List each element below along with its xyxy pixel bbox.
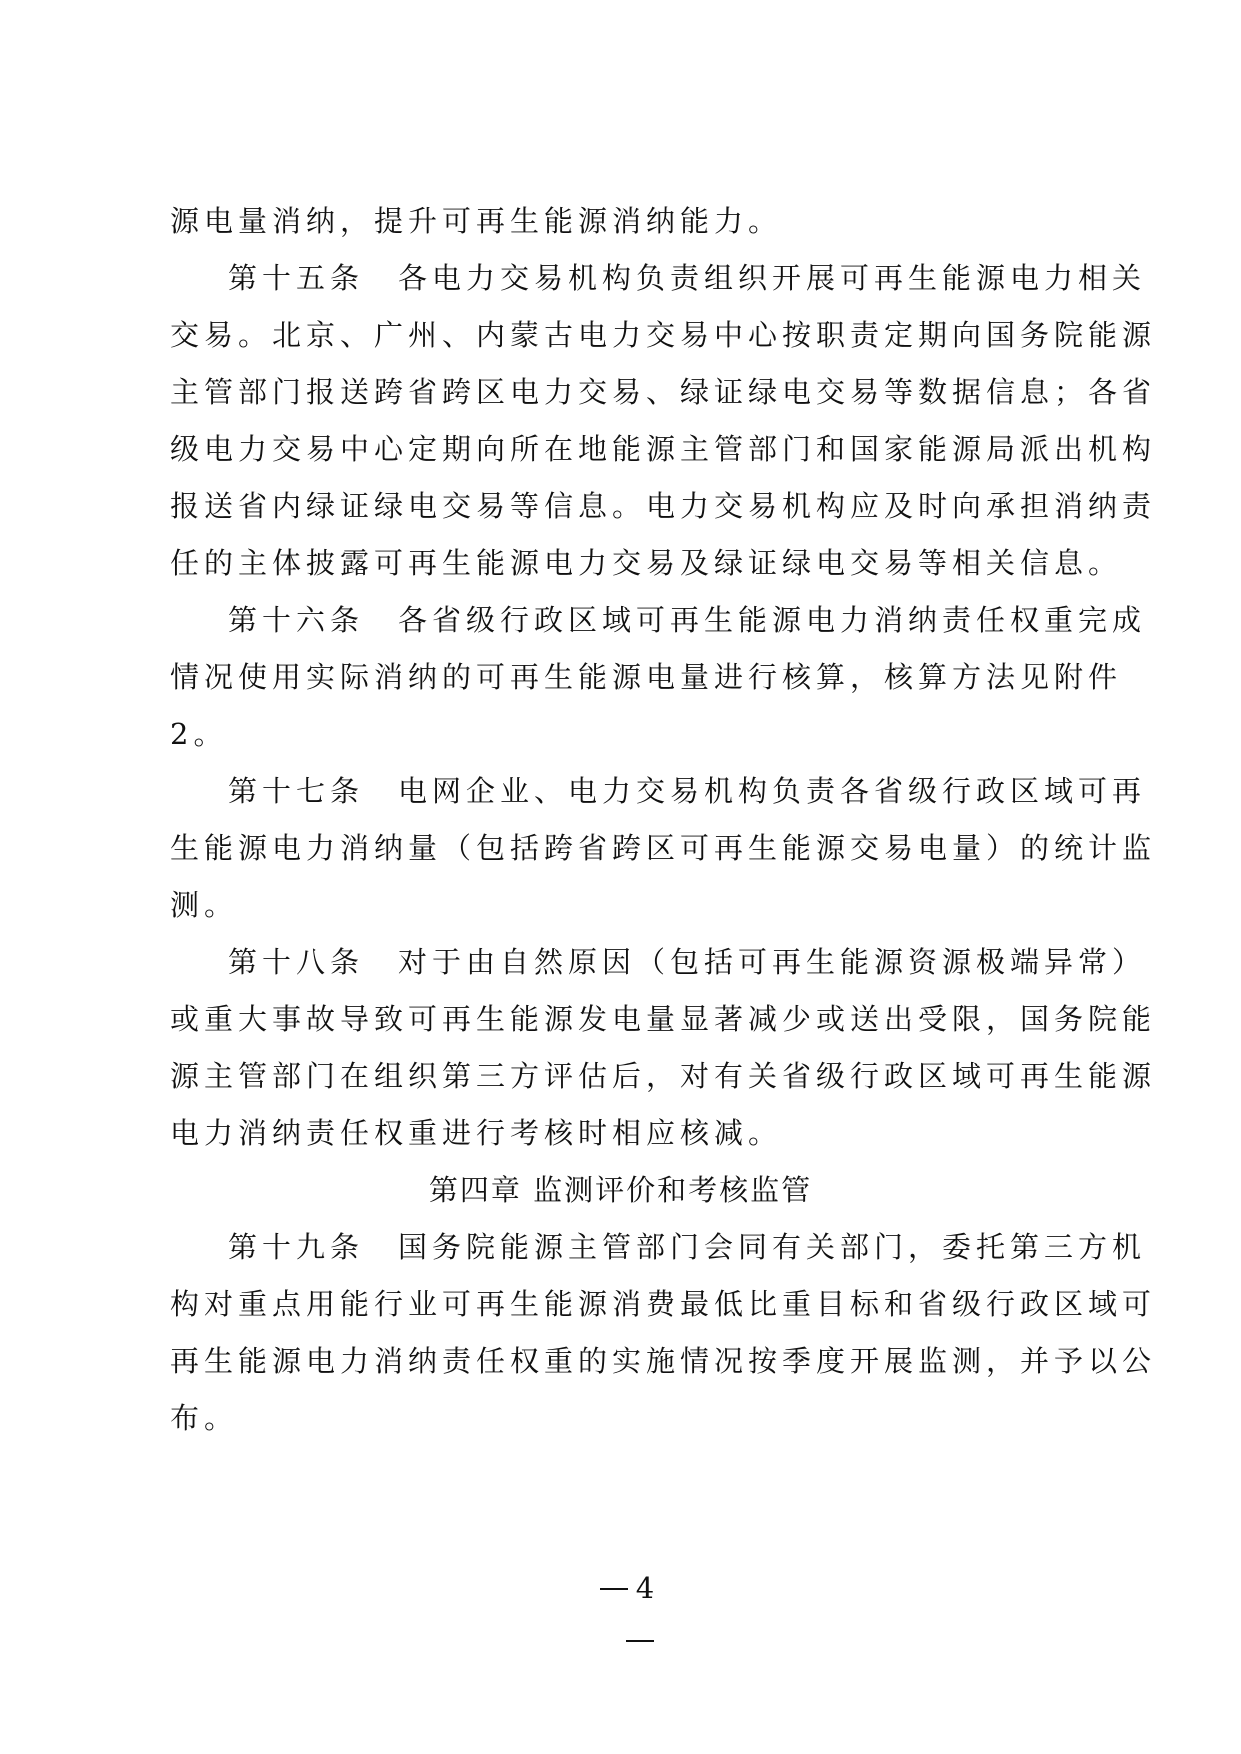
article-16-heading-line: 第十六条 各省级行政区域可再生能源电力消纳责任权重完成: [228, 603, 1147, 637]
chapter-heading: 第四章 监测评价和考核监管: [428, 1173, 813, 1207]
text-line: 再生能源电力消纳责任权重的实施情况按季度开展监测，并予以公: [170, 1344, 1157, 1378]
text-line: 或重大事故导致可再生能源发电量显著减少或送出受限，国务院能: [170, 1002, 1157, 1036]
text-line: 级电力交易中心定期向所在地能源主管部门和国家能源局派出机构: [170, 432, 1157, 466]
text-line: 2。: [170, 717, 228, 751]
text-line: 情况使用实际消纳的可再生能源电量进行核算，核算方法见附件: [170, 660, 1123, 694]
article-15-heading-line: 第十五条 各电力交易机构负责组织开展可再生能源电力相关: [228, 261, 1147, 295]
text-line: 布。: [170, 1401, 239, 1435]
text-line: 测。: [170, 888, 239, 922]
text-line: 主管部门报送跨省跨区电力交易、绿证绿电交易等数据信息；各省: [170, 375, 1157, 409]
page-number: 4: [635, 1571, 655, 1605]
text-line: 构对重点用能行业可再生能源消费最低比重目标和省级行政区域可: [170, 1287, 1157, 1321]
text-line: 源主管部门在组织第三方评估后，对有关省级行政区域可再生能源: [170, 1059, 1157, 1093]
article-19-heading-line: 第十九条 国务院能源主管部门会同有关部门，委托第三方机: [228, 1230, 1147, 1264]
text-line: 交易。北京、广州、内蒙古电力交易中心按职责定期向国务院能源: [170, 318, 1157, 352]
text-line: 生能源电力消纳量（包括跨省跨区可再生能源交易电量）的统计监: [170, 831, 1157, 865]
article-18-heading-line: 第十八条 对于由自然原因（包括可再生能源资源极端异常）: [228, 945, 1147, 979]
article-17-heading-line: 第十七条 电网企业、电力交易机构负责各省级行政区域可再: [228, 774, 1147, 808]
text-line: 报送省内绿证绿电交易等信息。电力交易机构应及时向承担消纳责: [170, 489, 1157, 523]
text-line: 电力消纳责任权重进行考核时相应核减。: [170, 1116, 783, 1150]
page-number-bottom-dash: [626, 1640, 654, 1642]
text-line: 源电量消纳，提升可再生能源消纳能力。: [170, 204, 783, 238]
text-line: 任的主体披露可再生能源电力交易及绿证绿电交易等相关信息。: [170, 546, 1123, 580]
page-number-left-dash: [600, 1588, 628, 1590]
